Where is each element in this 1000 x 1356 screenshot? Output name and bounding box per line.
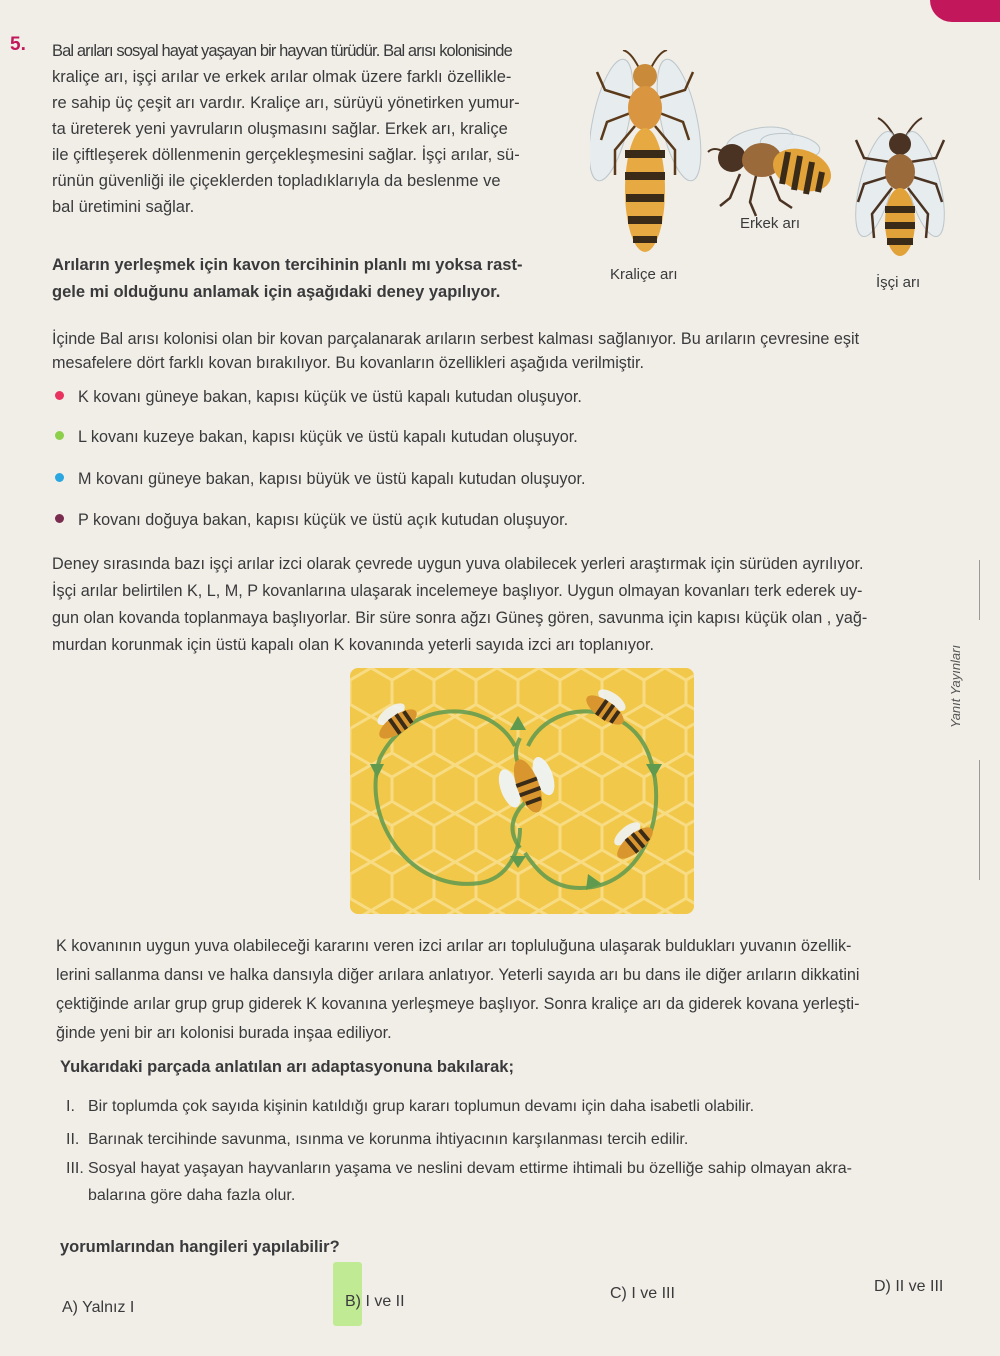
corner-tab: [930, 0, 1000, 22]
setup-line: mesafelere dört farklı kovan bırakılıyor. Bu kovanların özellikleri aşağıda verilmiştir.: [52, 354, 644, 372]
heading-line: Arıların yerleşmek için kavon tercihinin planlı mı yoksa rast-: [52, 256, 523, 274]
drone-bee-label: Erkek arı: [740, 215, 801, 232]
option-b[interactable]: B) I ve II: [345, 1293, 405, 1310]
worker-bee-label: İşçi arı: [876, 274, 921, 291]
statement-3: [66, 1156, 852, 1182]
hive-item-l: [55, 428, 578, 447]
intro-line: re sahip üç çeşit arı vardır. Kraliçe arı, sürüyü yönetirken yumur-: [52, 94, 520, 112]
publisher-mark: Yanıt Yayınları: [948, 644, 963, 728]
hive-text: P kovanı doğuya bakan, kapısı küçük ve üstü açık kutudan oluşuyor.: [78, 511, 569, 529]
experiment-line: Deney sırasında bazı işçi arılar izci olarak çevrede uygun yuva olabilecek yerleri araştırmak için sürüden ayrılıyor.: [52, 555, 864, 573]
hive-text: K kovanı güneye bakan, kapısı küçük ve üstü kapalı kutudan oluşuyor.: [78, 388, 582, 406]
statement-text: Bir toplumda çok sayıda kişinin katıldığı grup kararı toplumun devamı için daha isabetli olabilir.: [88, 1098, 755, 1115]
decision-line: K kovanının uygun yuva olabileceği kararını veren izci arılar arı topluluğuna ulaşarak buldukları yuvanın özellik-: [56, 937, 852, 955]
experiment-line: murdan korunmak için üstü kapalı olan K kovanında yeterli sayıda izci arı toplanıyor.: [52, 636, 654, 654]
drone-bee-icon: [708, 122, 837, 216]
question-number: 5.: [10, 34, 26, 55]
statement-1: [66, 1094, 754, 1120]
question-prompt: Yukarıdaki parçada anlatılan arı adaptasyonuna bakılarak;: [60, 1058, 514, 1076]
hive-text: M kovanı güneye bakan, kapısı büyük ve üstü kapalı kutudan oluşuyor.: [78, 470, 586, 488]
intro-line: Bal arıları sosyal hayat yaşayan bir hayvan türüdür. Bal arısı kolonisinde: [52, 42, 512, 60]
bullet-dot: [55, 514, 64, 523]
intro-line: bal üretimini sağlar.: [52, 198, 195, 216]
hive-item-m: [55, 470, 586, 489]
queen-bee-icon: [590, 50, 709, 252]
hive-item-p: [55, 511, 568, 530]
decision-line: çektiğinde arılar grup grup giderek K kovanına yerleşmeye başlıyor. Sonra kraliçe arı da giderek kovana yerleşti-: [56, 995, 860, 1013]
intro-line: ta üreterek yeni yavruların oluşmasını sağlar. Erkek arı, kraliçe: [52, 120, 508, 138]
intro-line: kraliçe arı, işçi arılar ve erkek arılar olmak üzere farklı özellikle-: [52, 68, 512, 86]
question-ask: yorumlarından hangileri yapılabilir?: [60, 1238, 340, 1256]
statement-number: I.: [66, 1098, 75, 1115]
heading-line: gele mi olduğunu anlamak için aşağıdaki deney yapılıyor.: [52, 283, 501, 301]
statement-number: II.: [66, 1131, 80, 1148]
intro-paragraph: [52, 38, 562, 220]
statement-2: [66, 1127, 688, 1153]
experiment-heading: [52, 252, 592, 306]
waggle-dance-figure: [350, 668, 694, 914]
setup-paragraph: [52, 327, 859, 375]
statement-text: Sosyal hayat yaşayan hayvanların yaşama ve neslini devam ettirme ihtimali bu özelliğe sahip olmayan akra-: [88, 1160, 852, 1177]
experiment-line: gun olan kovanda toplanmaya başlıyorlar. Bir süre sonra ağzı Güneş gören, savunma için kapısı küçük olan , yağ-: [52, 609, 868, 627]
option-a[interactable]: A) Yalnız I: [62, 1299, 135, 1316]
bullet-dot: [55, 391, 64, 400]
queen-bee-label: Kraliçe arı: [610, 266, 678, 283]
bullet-dot: [55, 431, 64, 440]
margin-divider: [979, 560, 980, 620]
decision-line: ğinde yeni bir arı kolonisi burada inşaa ediliyor.: [56, 1024, 392, 1042]
hive-item-k: [55, 388, 582, 407]
hive-text: L kovanı kuzeye bakan, kapısı küçük ve üstü kapalı kutudan oluşuyor.: [78, 428, 578, 446]
bullet-dot: [55, 473, 64, 482]
bee-types-illustration: [590, 50, 970, 265]
intro-line: ile çiftleşerek döllenmenin gerçekleşmesini sağlar. İşçi arılar, sü-: [52, 146, 520, 164]
honeycomb-dance-illustration: [350, 668, 694, 914]
intro-line: rünün güvenliği ile çiçeklerden topladıklarıyla da beslenme ve: [52, 172, 501, 190]
decision-line: lerini sallanma dansı ve halka dansıyla diğer arılara anlatıyor. Yeterli sayıda arı bu dans ile diğer arıların dikkatini: [56, 966, 860, 984]
statement-number: III.: [66, 1160, 84, 1177]
experiment-paragraph: [52, 551, 867, 659]
statement-text: Barınak tercihinde savunma, ısınma ve korunma ihtiyacının karşılanması tercih edilir.: [88, 1131, 689, 1148]
statement-3-continued: balarına göre daha fazla olur.: [88, 1187, 296, 1204]
option-c[interactable]: C) I ve III: [610, 1285, 675, 1302]
experiment-line: İşçi arılar belirtilen K, L, M, P kovanlarına ulaşarak incelemeye başlıyor. Uygun olmayan kovanları terk ederek uy-: [52, 582, 863, 600]
margin-divider: [979, 760, 980, 880]
worker-bee-icon: [847, 118, 952, 256]
decision-paragraph: [56, 932, 860, 1048]
setup-line: İçinde Bal arısı kolonisi olan bir kovan parçalanarak arıların serbest kalması sağlanıyor. Bu arıların çevresine eşit: [52, 330, 860, 348]
option-d[interactable]: D) II ve III: [874, 1278, 944, 1295]
